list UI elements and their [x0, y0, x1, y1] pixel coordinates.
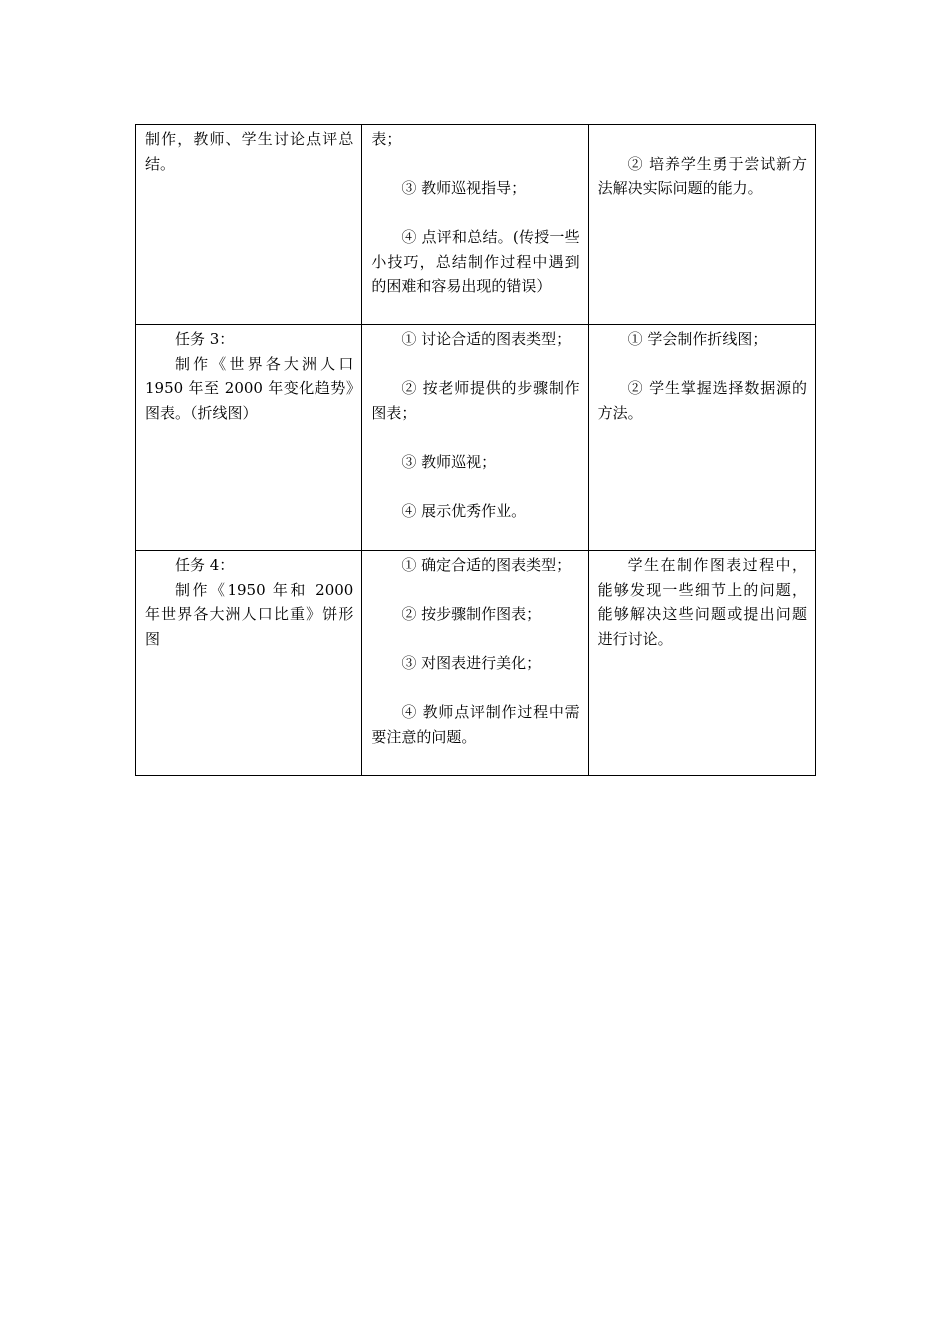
- activity-text: ② 按老师提供的步骤制作图表；: [371, 379, 580, 422]
- task-cell: [136, 551, 362, 776]
- activity-text: ④ 点评和总结。(传授一些小技巧，总结制作过程中遇到的困难和容易出现的错误）: [371, 228, 580, 295]
- objective-text: 学生在制作图表过程中，能够发现一些细节上的问题，能够解决这些问题或提出问题进行讨论。: [597, 556, 807, 648]
- task-cell: [136, 125, 362, 325]
- objective-text: ② 学生掌握选择数据源的方法。: [597, 379, 807, 422]
- lesson-plan-table: [135, 124, 816, 776]
- objective-cell: [588, 325, 815, 551]
- objective-text: ② 培养学生勇于尝试新方法解决实际问题的能力。: [597, 154, 807, 197]
- activity-text: ③ 教师巡视指导；: [401, 179, 527, 197]
- activity-cell: [362, 551, 588, 776]
- objective-cell: [588, 551, 815, 776]
- table-row: [136, 551, 816, 776]
- activity-cell: [362, 125, 588, 325]
- objective-cell: [588, 125, 815, 325]
- activity-cell: [362, 325, 588, 551]
- task-cell: [136, 325, 362, 551]
- table-row: [136, 325, 816, 551]
- task-text: 制作，教师、学生讨论点评总结。: [145, 130, 354, 173]
- activity-text: ③ 教师巡视；: [401, 452, 497, 471]
- table-row: [136, 125, 816, 325]
- activity-text: ③ 对图表进行美化；: [401, 654, 542, 672]
- task-text: 制作《1950 年和 2000 年世界各大洲人口比重》饼形图: [145, 580, 354, 648]
- activity-text: ② 按步骤制作图表；: [401, 605, 542, 623]
- activity-text: ④ 展示优秀作业。: [401, 501, 527, 520]
- objective-text: ① 学会制作折线图；: [627, 330, 768, 348]
- task-heading: 任务 3：: [175, 330, 235, 348]
- activity-text: ① 确定合适的图表类型；: [401, 556, 572, 574]
- task-heading: 任务 4：: [175, 556, 235, 574]
- task-text: 制作《世界各大洲人口1950 年至 2000 年变化趋势》图表。（折线图）: [145, 354, 354, 422]
- activity-text: 表；: [371, 130, 402, 148]
- activity-text: ① 讨论合适的图表类型；: [401, 330, 572, 348]
- activity-text: ④ 教师点评制作过程中需要注意的问题。: [371, 703, 580, 746]
